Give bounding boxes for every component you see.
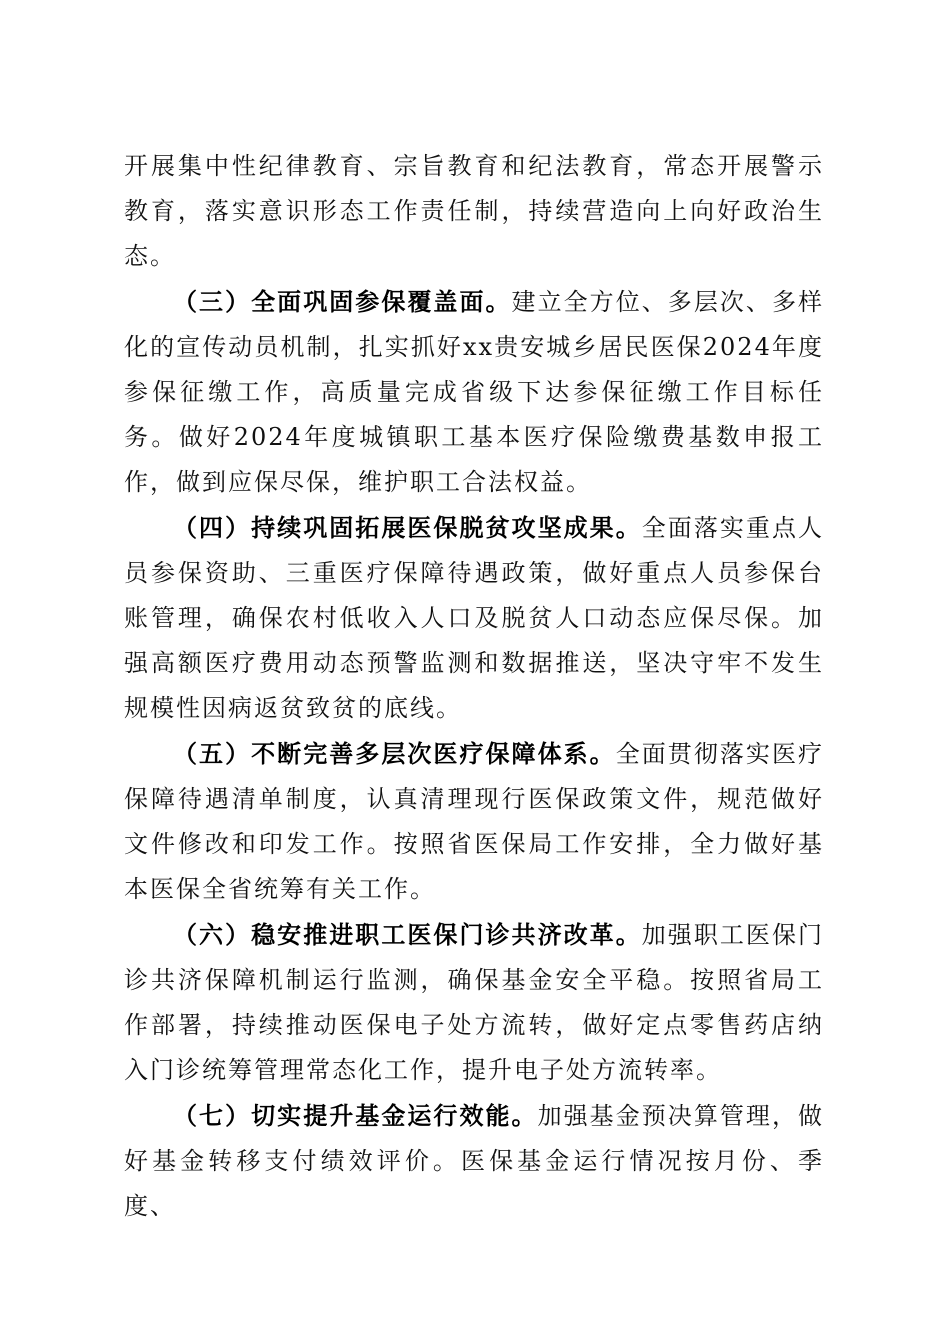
paragraph-fund-efficiency — [124, 1093, 824, 1229]
paragraph-poverty-alleviation — [124, 505, 824, 731]
paragraph-heading: （六）稳安推进职工医保门诊共济改革。 — [173, 920, 642, 949]
paragraph-text: 建立全方位、多层次、多样化的宣传动员机制，扎实抓好xx贵安城乡居民医保2024年度参保征缴工作，高质量完成省级下达参保征缴工作目标任务。做好2024年度城镇职工基本医疗保险缴费基数申报工作，做到应保尽保，维护职工合法权益。 — [124, 288, 825, 496]
paragraph-outpatient-reform — [124, 912, 824, 1093]
paragraph-heading: （三）全面巩固参保覆盖面。 — [173, 287, 512, 316]
paragraph-text: 加强职工医保门诊共济保障机制运行监测，确保基金安全平稳。按照省局工作部署，持续推动医保电子处方流转，做好定点零售药店纳入门诊统筹管理常态化工作，提升电子处方流转率。 — [124, 921, 824, 1084]
paragraph-text: 全面落实重点人员参保资助、三重医疗保障待遇政策，做好重点人员参保台账管理，确保农村低收入人口及脱贫人口动态应保尽保。加强高额医疗费用动态预警监测和数据推送，坚决守牢不发生规模性因病返贫致贫的底线。 — [124, 514, 824, 722]
paragraph-text: 开展集中性纪律教育、宗旨教育和纪法教育，常态开展警示教育，落实意识形态工作责任制，持续营造向上向好政治生态。 — [124, 152, 824, 270]
paragraph-heading: （七）切实提升基金运行效能。 — [173, 1101, 538, 1130]
paragraph-multilevel-security — [124, 731, 824, 912]
paragraph-text: 全面贯彻落实医疗保障待遇清单制度，认真清理现行医保政策文件，规范做好文件修改和印发工作。按照省医保局工作安排，全力做好基本医保全省统筹有关工作。 — [124, 740, 825, 903]
paragraph-continuation — [124, 143, 824, 279]
paragraph-text: 加强基金预决算管理，做好基金转移支付绩效评价。医保基金运行情况按月份、季度、 — [124, 1102, 825, 1220]
paragraph-heading: （四）持续巩固拓展医保脱贫攻坚成果。 — [173, 513, 642, 542]
paragraph-insurance-coverage — [124, 279, 824, 505]
paragraph-heading: （五）不断完善多层次医疗保障体系。 — [173, 739, 616, 768]
document-body — [124, 143, 824, 1229]
